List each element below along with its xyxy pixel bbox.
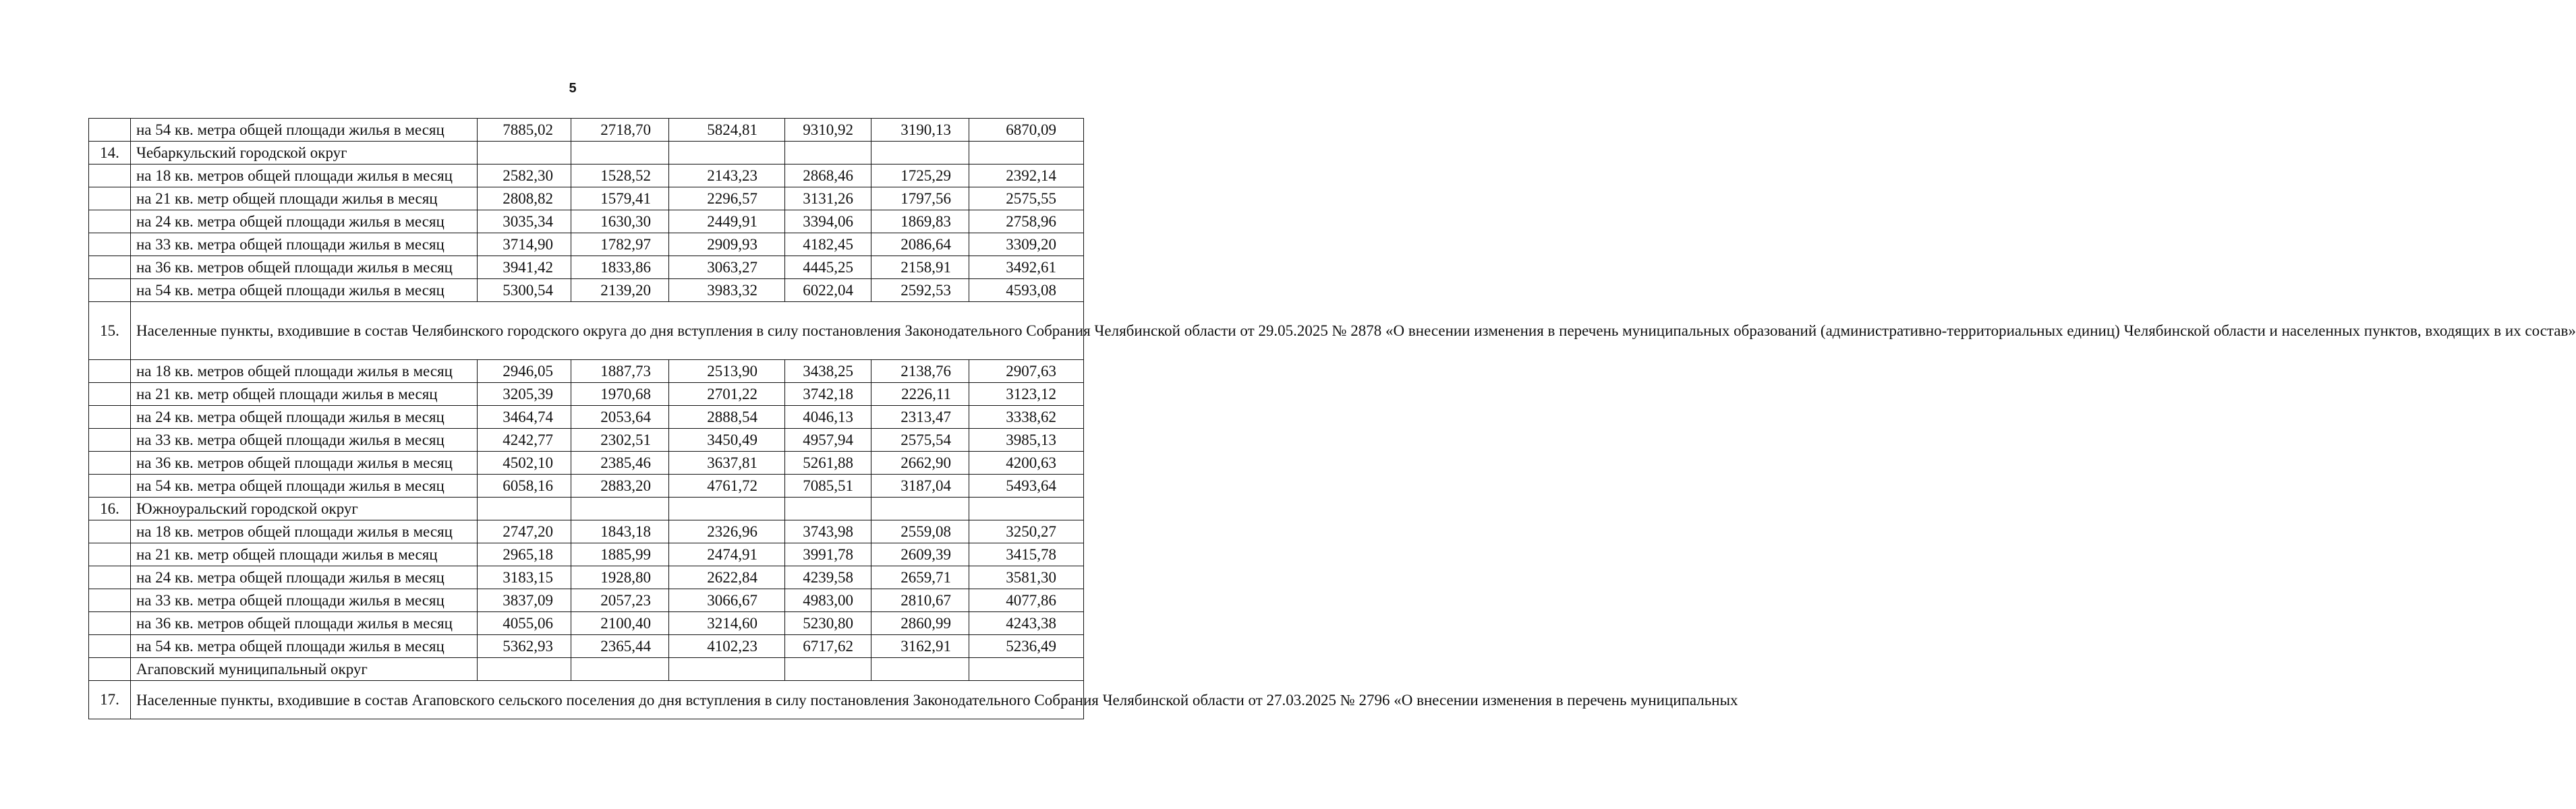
row-number-cell xyxy=(89,452,131,475)
value-cell-5 xyxy=(871,142,969,164)
value-cell-5: 3187,04 xyxy=(871,475,969,498)
value-cell-3: 4761,72 xyxy=(669,475,785,498)
value-cell-6: 4077,86 xyxy=(969,589,1084,612)
section-title-cell: Чебаркульский городской округ xyxy=(131,142,478,164)
table-row xyxy=(89,210,1084,233)
value-cell-6: 4593,08 xyxy=(969,279,1084,302)
value-cell-4: 3394,06 xyxy=(785,210,871,233)
value-cell-1 xyxy=(478,498,571,520)
row-label-cell: на 24 кв. метра общей площади жилья в месяц xyxy=(131,566,478,589)
value-cell-4: 3131,26 xyxy=(785,187,871,210)
value-cell-6 xyxy=(969,658,1084,681)
row-label-cell: на 54 кв. метра общей площади жилья в месяц xyxy=(131,119,478,142)
row-number-cell xyxy=(89,360,131,383)
value-cell-1: 2747,20 xyxy=(478,520,571,543)
value-cell-5: 2662,90 xyxy=(871,452,969,475)
table-row xyxy=(89,233,1084,256)
value-cell-2: 2365,44 xyxy=(571,635,669,658)
row-number-cell: 17. xyxy=(89,681,131,719)
row-number-cell xyxy=(89,383,131,406)
value-cell-5 xyxy=(871,498,969,520)
section-title-cell: Южноуральский городской округ xyxy=(131,498,478,520)
row-label-cell: на 36 кв. метров общей площади жилья в месяц xyxy=(131,256,478,279)
value-cell-4: 9310,92 xyxy=(785,119,871,142)
value-cell-2: 1843,18 xyxy=(571,520,669,543)
value-cell-6: 3123,12 xyxy=(969,383,1084,406)
value-cell-5: 2609,39 xyxy=(871,543,969,566)
table-row xyxy=(89,187,1084,210)
row-number-cell xyxy=(89,406,131,429)
value-cell-1: 3035,34 xyxy=(478,210,571,233)
value-cell-5: 2575,54 xyxy=(871,429,969,452)
value-cell-2 xyxy=(571,658,669,681)
value-cell-4: 7085,51 xyxy=(785,475,871,498)
value-cell-1: 3941,42 xyxy=(478,256,571,279)
value-cell-3: 2474,91 xyxy=(669,543,785,566)
row-number-cell xyxy=(89,119,131,142)
row-label-cell: на 21 кв. метр общей площади жилья в месяц xyxy=(131,543,478,566)
row-number-cell xyxy=(89,233,131,256)
table-row xyxy=(89,520,1084,543)
table-row xyxy=(89,279,1084,302)
row-label-cell: на 54 кв. метра общей площади жилья в месяц xyxy=(131,635,478,658)
section-long-row xyxy=(89,681,1084,719)
value-cell-6: 3250,27 xyxy=(969,520,1084,543)
row-label-cell: на 21 кв. метр общей площади жилья в месяц xyxy=(131,187,478,210)
value-cell-1: 3205,39 xyxy=(478,383,571,406)
value-cell-1: 7885,02 xyxy=(478,119,571,142)
row-label-cell: на 18 кв. метров общей площади жилья в месяц xyxy=(131,520,478,543)
value-cell-5: 2810,67 xyxy=(871,589,969,612)
row-number-cell xyxy=(89,658,131,681)
value-cell-6: 3309,20 xyxy=(969,233,1084,256)
value-cell-5: 2559,08 xyxy=(871,520,969,543)
value-cell-3: 3066,67 xyxy=(669,589,785,612)
section-row xyxy=(89,658,1084,681)
value-cell-2: 2385,46 xyxy=(571,452,669,475)
value-cell-1: 2808,82 xyxy=(478,187,571,210)
value-cell-2: 1885,99 xyxy=(571,543,669,566)
table-row xyxy=(89,383,1084,406)
value-cell-4: 3438,25 xyxy=(785,360,871,383)
value-cell-4: 6717,62 xyxy=(785,635,871,658)
row-number-cell xyxy=(89,566,131,589)
value-cell-2: 2883,20 xyxy=(571,475,669,498)
value-cell-5: 2226,11 xyxy=(871,383,969,406)
value-cell-3: 2449,91 xyxy=(669,210,785,233)
value-cell-3: 2701,22 xyxy=(669,383,785,406)
value-cell-2: 2302,51 xyxy=(571,429,669,452)
value-cell-3: 3983,32 xyxy=(669,279,785,302)
value-cell-3 xyxy=(669,142,785,164)
section-long-row xyxy=(89,302,1084,360)
row-label-cell: на 33 кв. метра общей площади жилья в месяц xyxy=(131,589,478,612)
value-cell-3 xyxy=(669,498,785,520)
value-cell-1: 3464,74 xyxy=(478,406,571,429)
table-row xyxy=(89,256,1084,279)
value-cell-3: 2513,90 xyxy=(669,360,785,383)
value-cell-2: 1928,80 xyxy=(571,566,669,589)
value-cell-5: 3162,91 xyxy=(871,635,969,658)
value-cell-2 xyxy=(571,498,669,520)
value-cell-2 xyxy=(571,142,669,164)
value-cell-5: 3190,13 xyxy=(871,119,969,142)
page-number: 5 xyxy=(569,81,577,96)
value-cell-3: 2326,96 xyxy=(669,520,785,543)
value-cell-3: 2143,23 xyxy=(669,164,785,187)
table-row xyxy=(89,429,1084,452)
section-row xyxy=(89,498,1084,520)
value-cell-3: 3063,27 xyxy=(669,256,785,279)
table-row xyxy=(89,566,1084,589)
value-cell-5 xyxy=(871,658,969,681)
value-cell-5: 2086,64 xyxy=(871,233,969,256)
value-cell-6: 3985,13 xyxy=(969,429,1084,452)
value-cell-3: 5824,81 xyxy=(669,119,785,142)
row-label-cell: на 18 кв. метров общей площади жилья в месяц xyxy=(131,164,478,187)
value-cell-2: 2718,70 xyxy=(571,119,669,142)
value-cell-2: 1630,30 xyxy=(571,210,669,233)
row-number-cell xyxy=(89,164,131,187)
value-cell-5: 1797,56 xyxy=(871,187,969,210)
value-cell-4 xyxy=(785,142,871,164)
value-cell-5: 2659,71 xyxy=(871,566,969,589)
value-cell-5: 1869,83 xyxy=(871,210,969,233)
value-cell-1: 2965,18 xyxy=(478,543,571,566)
value-cell-3: 3637,81 xyxy=(669,452,785,475)
section-description-cell: Населенные пункты, входившие в состав Челябинского городского округа до дня вступления в силу постановления Законодательного Собрания Челябинской области от 29.05.2025 № 2878 «О внесении изменения в перечень муниципальных образований (административно-территориальных единиц) Челябинской области и населенных пунктов, входящих в их состав» xyxy=(131,302,1084,360)
row-label-cell: на 18 кв. метров общей площади жилья в месяц xyxy=(131,360,478,383)
row-number-cell xyxy=(89,520,131,543)
value-cell-6 xyxy=(969,142,1084,164)
value-cell-6: 3581,30 xyxy=(969,566,1084,589)
value-cell-4: 3743,98 xyxy=(785,520,871,543)
row-label-cell: на 54 кв. метра общей площади жилья в месяц xyxy=(131,279,478,302)
value-cell-1: 4055,06 xyxy=(478,612,571,635)
table-row xyxy=(89,452,1084,475)
value-cell-4: 4046,13 xyxy=(785,406,871,429)
table-row xyxy=(89,589,1084,612)
value-cell-1: 5362,93 xyxy=(478,635,571,658)
table-row xyxy=(89,475,1084,498)
value-cell-3: 3450,49 xyxy=(669,429,785,452)
value-cell-6: 6870,09 xyxy=(969,119,1084,142)
value-cell-2: 1970,68 xyxy=(571,383,669,406)
value-cell-5: 2138,76 xyxy=(871,360,969,383)
row-number-cell xyxy=(89,543,131,566)
row-number-cell: 16. xyxy=(89,498,131,520)
value-cell-4: 4957,94 xyxy=(785,429,871,452)
table-row xyxy=(89,543,1084,566)
row-number-cell xyxy=(89,187,131,210)
value-cell-2: 2053,64 xyxy=(571,406,669,429)
value-cell-5: 2313,47 xyxy=(871,406,969,429)
row-number-cell xyxy=(89,635,131,658)
value-cell-5: 2592,53 xyxy=(871,279,969,302)
value-cell-3 xyxy=(669,658,785,681)
value-cell-4: 5261,88 xyxy=(785,452,871,475)
value-cell-3: 3214,60 xyxy=(669,612,785,635)
value-cell-1 xyxy=(478,142,571,164)
value-cell-3: 4102,23 xyxy=(669,635,785,658)
value-cell-2: 1833,86 xyxy=(571,256,669,279)
value-cell-1: 3837,09 xyxy=(478,589,571,612)
value-cell-6: 5493,64 xyxy=(969,475,1084,498)
value-cell-4: 4445,25 xyxy=(785,256,871,279)
value-cell-6: 2575,55 xyxy=(969,187,1084,210)
row-number-cell xyxy=(89,589,131,612)
row-label-cell: на 36 кв. метров общей площади жилья в месяц xyxy=(131,452,478,475)
value-cell-1: 4502,10 xyxy=(478,452,571,475)
value-cell-2: 1782,97 xyxy=(571,233,669,256)
value-cell-4 xyxy=(785,658,871,681)
section-row xyxy=(89,142,1084,164)
value-cell-6: 3338,62 xyxy=(969,406,1084,429)
value-cell-4: 2868,46 xyxy=(785,164,871,187)
row-label-cell: на 33 кв. метра общей площади жилья в месяц xyxy=(131,429,478,452)
row-label-cell: на 54 кв. метра общей площади жилья в месяц xyxy=(131,475,478,498)
table-row xyxy=(89,635,1084,658)
value-cell-4 xyxy=(785,498,871,520)
value-cell-6 xyxy=(969,498,1084,520)
value-cell-4: 3991,78 xyxy=(785,543,871,566)
value-cell-2: 2057,23 xyxy=(571,589,669,612)
row-number-cell xyxy=(89,279,131,302)
tariff-table xyxy=(88,118,2576,719)
row-label-cell: на 21 кв. метр общей площади жилья в месяц xyxy=(131,383,478,406)
value-cell-2: 2139,20 xyxy=(571,279,669,302)
table-row xyxy=(89,164,1084,187)
value-cell-4: 6022,04 xyxy=(785,279,871,302)
value-cell-3: 2296,57 xyxy=(669,187,785,210)
row-number-cell: 14. xyxy=(89,142,131,164)
value-cell-6: 4200,63 xyxy=(969,452,1084,475)
table-row xyxy=(89,119,1084,142)
row-number-cell xyxy=(89,429,131,452)
value-cell-1: 3714,90 xyxy=(478,233,571,256)
value-cell-4: 4983,00 xyxy=(785,589,871,612)
value-cell-4: 4239,58 xyxy=(785,566,871,589)
value-cell-4: 3742,18 xyxy=(785,383,871,406)
value-cell-6: 4243,38 xyxy=(969,612,1084,635)
row-label-cell: на 36 кв. метров общей площади жилья в месяц xyxy=(131,612,478,635)
value-cell-1: 5300,54 xyxy=(478,279,571,302)
row-number-cell xyxy=(89,612,131,635)
value-cell-5: 2860,99 xyxy=(871,612,969,635)
row-number-cell xyxy=(89,210,131,233)
section-title-cell: Агаповский муниципальный округ xyxy=(131,658,478,681)
value-cell-2: 1579,41 xyxy=(571,187,669,210)
value-cell-3: 2909,93 xyxy=(669,233,785,256)
value-cell-5: 1725,29 xyxy=(871,164,969,187)
table-body xyxy=(89,119,2576,719)
row-number-cell xyxy=(89,475,131,498)
row-label-cell: на 24 кв. метра общей площади жилья в месяц xyxy=(131,210,478,233)
row-label-cell: на 24 кв. метра общей площади жилья в месяц xyxy=(131,406,478,429)
value-cell-2: 1887,73 xyxy=(571,360,669,383)
value-cell-6: 3492,61 xyxy=(969,256,1084,279)
value-cell-6: 2392,14 xyxy=(969,164,1084,187)
value-cell-1: 2582,30 xyxy=(478,164,571,187)
value-cell-1: 4242,77 xyxy=(478,429,571,452)
table-row xyxy=(89,360,1084,383)
row-label-cell: на 33 кв. метра общей площади жилья в месяц xyxy=(131,233,478,256)
row-number-cell xyxy=(89,256,131,279)
value-cell-2: 1528,52 xyxy=(571,164,669,187)
section-description-cell: Населенные пункты, входившие в состав Агаповского сельского поселения до дня вступления в силу постановления Законодательного Собрания Челябинской области от 27.03.2025 № 2796 «О внесении изменения в перечень муниципальных xyxy=(131,681,1084,719)
value-cell-3: 2888,54 xyxy=(669,406,785,429)
row-number-cell: 15. xyxy=(89,302,131,360)
value-cell-1: 2946,05 xyxy=(478,360,571,383)
value-cell-2: 2100,40 xyxy=(571,612,669,635)
value-cell-1: 6058,16 xyxy=(478,475,571,498)
value-cell-1 xyxy=(478,658,571,681)
value-cell-6: 3415,78 xyxy=(969,543,1084,566)
value-cell-3: 2622,84 xyxy=(669,566,785,589)
table-row xyxy=(89,406,1084,429)
value-cell-6: 5236,49 xyxy=(969,635,1084,658)
value-cell-6: 2907,63 xyxy=(969,360,1084,383)
value-cell-1: 3183,15 xyxy=(478,566,571,589)
value-cell-4: 5230,80 xyxy=(785,612,871,635)
value-cell-4: 4182,45 xyxy=(785,233,871,256)
value-cell-6: 2758,96 xyxy=(969,210,1084,233)
value-cell-5: 2158,91 xyxy=(871,256,969,279)
table-row xyxy=(89,612,1084,635)
